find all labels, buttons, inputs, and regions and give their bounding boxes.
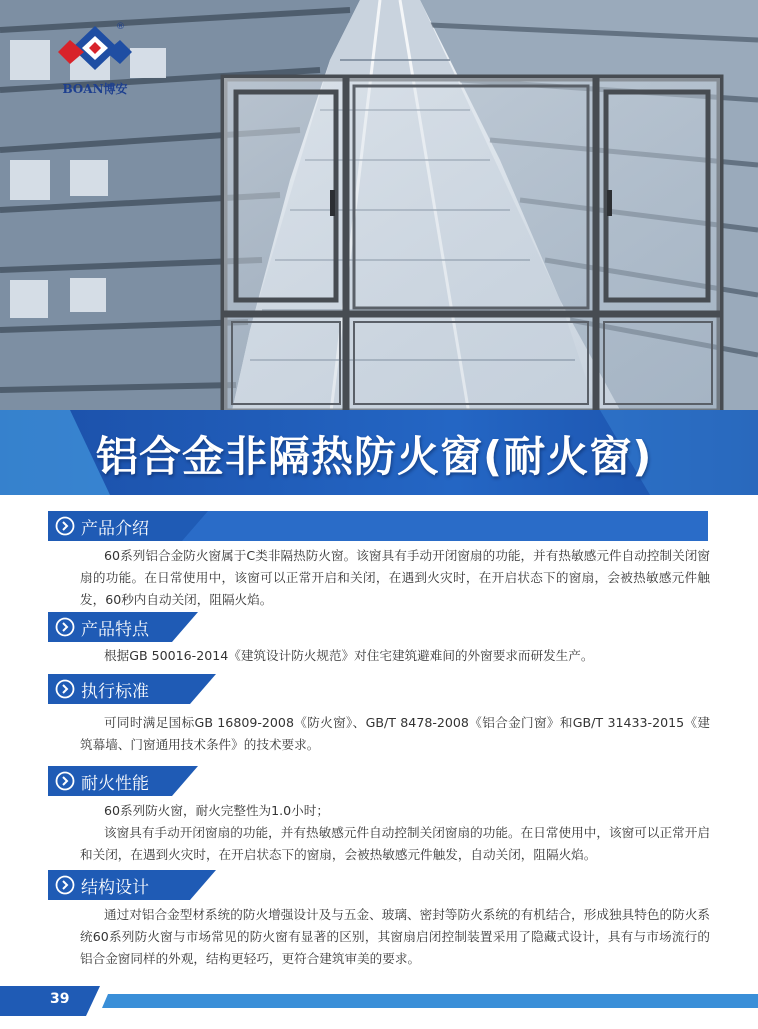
- boan-logo: [54, 22, 136, 104]
- section-body-fire-resistance: [80, 800, 710, 866]
- registered-mark: ®: [116, 22, 125, 32]
- section-body-standards: [80, 712, 710, 756]
- chevron-circle-icon: [55, 679, 75, 699]
- page-title: 铝合金非隔热防火窗(耐火窗): [96, 432, 653, 481]
- section-title: 产品介绍: [81, 519, 149, 539]
- paragraph: 通过对铝合金型材系统的防火增强设计及与五金、玻璃、密封等防火系统的有机结合，形成独具特色的防火系统60系列防火窗与市场常见的防火窗有显著的区别，其窗扇启闭控制装置采用了隐藏式设计，具有与市场流行的铝合金窗同样的外观，结构更轻巧，更符合建筑审美的要求。: [80, 907, 710, 966]
- footer-bar: [0, 986, 758, 1016]
- section-title: 产品特点: [81, 620, 149, 640]
- page-number: 39: [50, 991, 70, 1007]
- paragraph: 该窗具有手动开闭窗扇的功能，并有热敏感元件自动控制关闭窗扇的功能。在日常使用中，该窗可以正常开启和关闭，在遇到火灾时，在开启状态下的窗扇，会被热敏感元件触发，自动关闭，阻隔火焰。: [80, 825, 710, 862]
- section-title: 执行标准: [81, 682, 149, 702]
- fire-window-frame: [224, 78, 720, 412]
- section-body-intro: [80, 545, 710, 611]
- section-body-structure: [80, 904, 710, 970]
- paragraph: 60系列防火窗，耐火完整性为1.0小时；: [104, 803, 329, 818]
- chevron-circle-icon: [55, 516, 75, 536]
- chevron-circle-icon: [55, 617, 75, 637]
- paragraph: 60系列铝合金防火窗属于C类非隔热防火窗。该窗具有手动开闭窗扇的功能，并有热敏感元件自动控制关闭窗扇的功能。在日常使用中，该窗可以正常开启和关闭，在遇到火灾时，在开启状态下的窗扇，会被热敏感元件触发，60秒内自动关闭，阻隔火焰。: [80, 548, 710, 607]
- section-title: 耐火性能: [81, 774, 149, 794]
- paragraph: 可同时满足国标GB 16809-2008《防火窗》、GB/T 8478-2008《铝合金门窗》和GB/T 31433-2015《建筑幕墙、门窗通用技术条件》的技术要求。: [80, 715, 710, 752]
- section-body-features: [80, 645, 710, 667]
- section-title: 结构设计: [81, 878, 149, 898]
- hero-banner: [0, 0, 758, 495]
- chevron-circle-icon: [55, 771, 75, 791]
- logo-text: BOAN博安: [62, 82, 128, 96]
- chevron-circle-icon: [55, 875, 75, 895]
- paragraph: 根据GB 50016-2014《建筑设计防火规范》对住宅建筑避难间的外窗要求而研发生产。: [104, 648, 594, 663]
